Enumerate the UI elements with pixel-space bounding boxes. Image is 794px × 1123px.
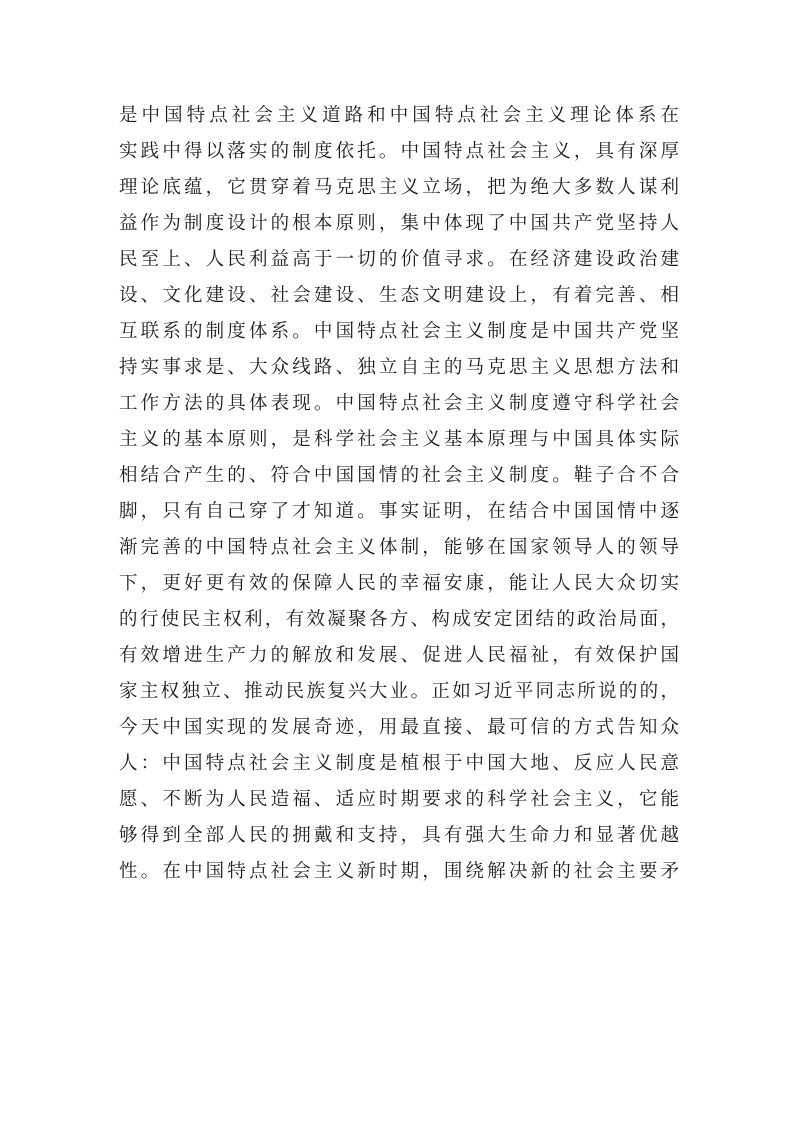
text-line: 家主权独立、推动民族复兴大业。正如习近平同志所说的的，: [119, 681, 679, 702]
text-line: 工作方法的具体表现。中国特点社会主义制度遵守科学社会: [119, 393, 679, 414]
text-line: 有效增进生产力的解放和发展、促进人民福祉，有效保护国: [119, 645, 679, 666]
text-line: 渐完善的中国特点社会主义体制，能够在国家领导人的领导: [119, 537, 679, 558]
text-line: 互联系的制度体系。中国特点社会主义制度是中国共产党坚: [119, 321, 679, 342]
text-line: 脚，只有自己穿了才知道。事实证明，在结合中国国情中逐: [119, 501, 679, 522]
text-line: 是中国特点社会主义道路和中国特点社会主义理论体系在: [119, 105, 679, 126]
text-line: 理论底蕴，它贯穿着马克思主义立场，把为绝大多数人谋利: [119, 177, 679, 198]
text-line: 实践中得以落实的制度依托。中国特点社会主义，具有深厚: [119, 141, 679, 162]
text-line: 的行使民主权利，有效凝聚各方、构成安定团结的政治局面，: [119, 609, 679, 630]
text-line: 益作为制度设计的根本原则，集中体现了中国共产党坚持人: [119, 213, 679, 234]
text-line: 相结合产生的、符合中国国情的社会主义制度。鞋子合不合: [119, 465, 679, 486]
text-line: 今天中国实现的发展奇迹，用最直接、最可信的方式告知众: [119, 717, 679, 738]
text-line: 民至上、人民利益高于一切的价值寻求。在经济建设政治建: [119, 249, 679, 270]
text-line: 人：中国特点社会主义制度是植根于中国大地、反应人民意: [119, 753, 679, 774]
text-line: 够得到全部人民的拥戴和支持，具有强大生命力和显著优越: [119, 825, 679, 846]
text-line: 愿、不断为人民造福、适应时期要求的科学社会主义，它能: [119, 789, 679, 810]
text-line: 下，更好更有效的保障人民的幸福安康，能让人民大众切实: [119, 573, 679, 594]
text-line: 设、文化建设、社会建设、生态文明建设上，有着完善、相: [119, 285, 679, 306]
text-line: 主义的基本原则，是科学社会主义基本原理与中国具体实际: [119, 429, 679, 450]
text-line: 持实事求是、大众线路、独立自主的马克思主义思想方法和: [119, 357, 679, 378]
body-paragraph: [119, 98, 679, 890]
text-line: 性。在中国特点社会主义新时期，围绕解决新的社会主要矛: [119, 861, 679, 882]
